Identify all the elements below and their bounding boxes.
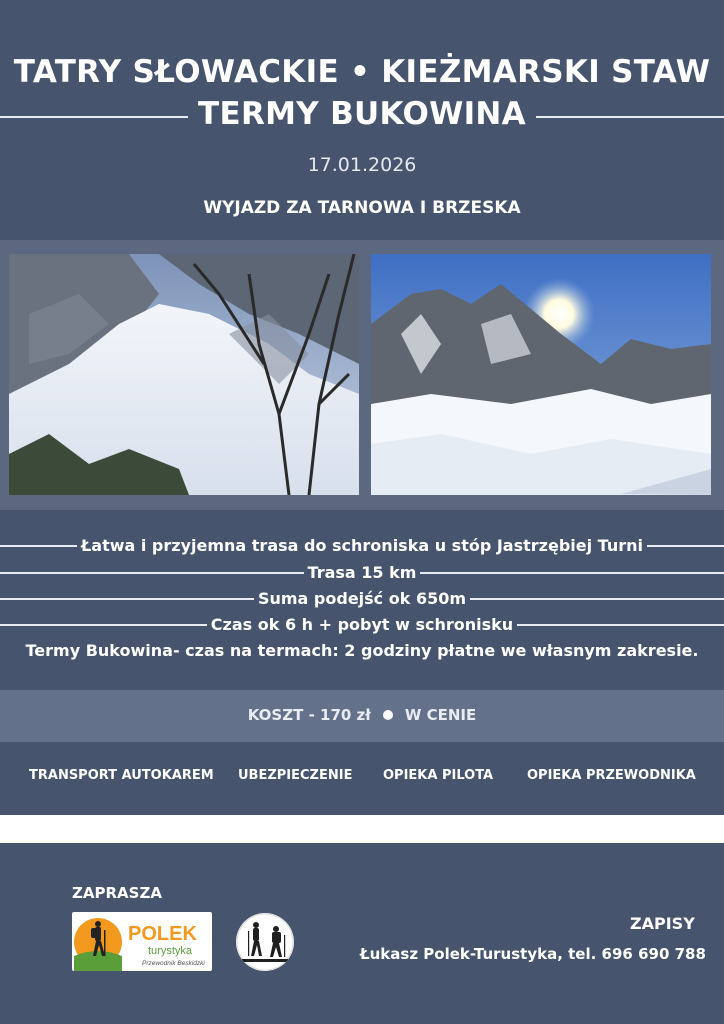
detail-line-4 [0, 613, 724, 637]
departure-info: WYJAZD ZA TARNOWA I BRZESKA [203, 198, 521, 218]
detail-text: Termy Bukowina- czas na termach: 2 godziny płatne we własnym zakresie. [22, 639, 703, 663]
included-item: OPIEKA PRZEWODNIKA [527, 768, 696, 783]
detail-text: Łatwa i przyjemna trasa do schroniska u stóp Jastrzębiej Turni [77, 534, 647, 558]
cost-label: KOSZT - 170 zł [247, 706, 371, 724]
included-item: UBEZPIECZENIE [238, 768, 353, 783]
invites-label: ZAPRASZA [72, 884, 162, 902]
bullet-dot-icon [383, 710, 393, 720]
detail-line-2 [0, 561, 724, 585]
photo-snowy-valley [9, 254, 359, 495]
photo-sunny-peaks [371, 254, 711, 495]
detail-line-5 [0, 639, 724, 663]
included-item: OPIEKA PILOTA [383, 768, 494, 783]
divider-band [0, 815, 724, 843]
price-row [0, 706, 724, 724]
detail-line-3 [0, 587, 724, 611]
included-item: TRANSPORT AUTOKAREM [29, 768, 214, 783]
detail-text: Suma podejść ok 650m [254, 587, 470, 611]
logo-sub: turystyka [148, 945, 193, 957]
hiker-sun-logo-icon [72, 912, 212, 971]
trip-date: 17.01.2026 [307, 154, 417, 176]
contact-info: Łukasz Polek-Turustyka, tel. 696 690 788 [360, 945, 706, 963]
included-label: W CENIE [404, 706, 477, 724]
title-line-1: TATRY SŁOWACKIE • KIEŻMARSKI STAW [13, 54, 711, 90]
detail-text: Czas ok 6 h + pobyt w schronisku [207, 613, 517, 637]
signup-label: ZAPISY [630, 914, 695, 933]
logo-name: POLEK [128, 923, 197, 945]
hikers-silhouette-logo-icon [236, 913, 294, 971]
detail-text: Trasa 15 km [304, 561, 421, 585]
detail-line-1 [0, 534, 724, 558]
logo-tagline: Przewodnik Beskidzki [142, 960, 205, 967]
title-line-2: TERMY BUKOWINA [198, 96, 526, 132]
